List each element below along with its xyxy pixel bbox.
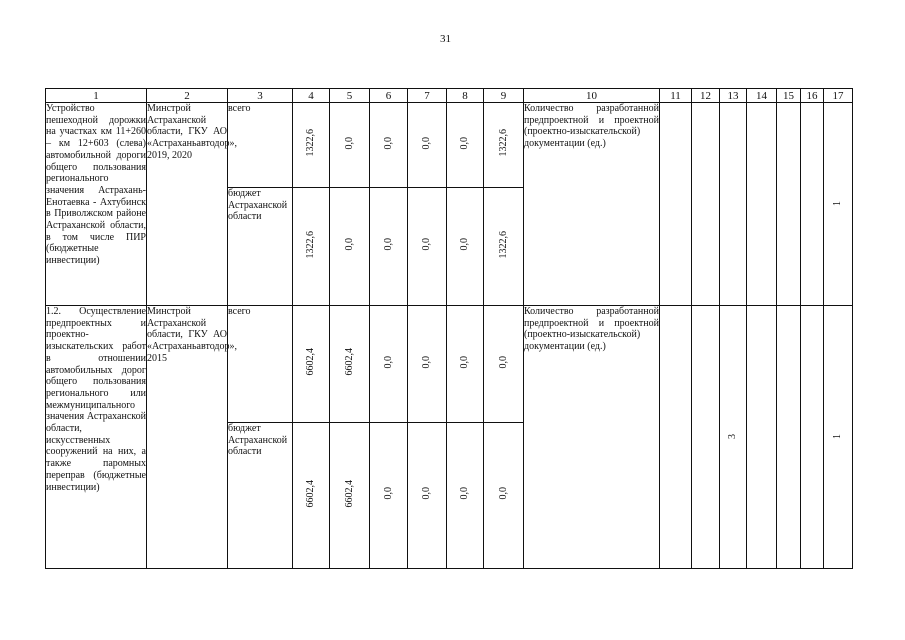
value-cell: 0,0 (370, 188, 408, 306)
value-cell: 0,0 (370, 423, 408, 569)
empty-cell (777, 306, 801, 569)
value-cell: 0,0 (447, 103, 484, 188)
value-cell: 0,0 (484, 306, 524, 423)
col-header: 16 (801, 89, 824, 103)
page-number: 31 (440, 33, 451, 45)
value-cell: 6602,4 (293, 306, 330, 423)
col-header: 7 (408, 89, 447, 103)
empty-cell (747, 306, 777, 569)
value-cell: 6602,4 (293, 423, 330, 569)
col-header: 5 (330, 89, 370, 103)
col-header: 13 (720, 89, 747, 103)
value-cell: 1322,6 (484, 188, 524, 306)
value-cell: 1322,6 (293, 103, 330, 188)
value-cell: 0,0 (408, 103, 447, 188)
col-header: 9 (484, 89, 524, 103)
funding-source: всего (228, 306, 293, 423)
col-header: 4 (293, 89, 330, 103)
value-cell: 1 (824, 306, 853, 569)
table-row (46, 306, 853, 423)
value-cell: 0,0 (408, 306, 447, 423)
indicator: Количество разработанной предпроектной и проектной (проектно-изыскательской) документации (ед.) (524, 306, 660, 569)
value-cell (720, 103, 747, 306)
funding-source: всего (228, 103, 293, 188)
indicator: Количество разработанной предпроектной и проектной (проектно-изыскательской) документации (ед.) (524, 103, 660, 306)
col-header: 17 (824, 89, 853, 103)
value-cell: 0,0 (370, 306, 408, 423)
col-header: 3 (228, 89, 293, 103)
value-cell: 0,0 (330, 188, 370, 306)
empty-cell (801, 306, 824, 569)
value-cell: 1322,6 (484, 103, 524, 188)
col-header: 6 (370, 89, 408, 103)
col-header: 15 (777, 89, 801, 103)
value-cell: 0,0 (447, 188, 484, 306)
budget-table (45, 88, 853, 569)
value-cell: 0,0 (330, 103, 370, 188)
value-cell: 0,0 (447, 423, 484, 569)
value-cell: 0,0 (408, 188, 447, 306)
col-header: 12 (692, 89, 720, 103)
value-cell: 1 (824, 103, 853, 306)
header-row (46, 89, 853, 103)
empty-cell (692, 103, 720, 306)
col-header: 2 (147, 89, 228, 103)
empty-cell (692, 306, 720, 569)
event-name: Устройство пешеходной дорожки на участках км 11+260 – км 12+603 (слева) автомобильной дороги общего пользования регионального значения Астрахань-Енотаевка - Ахтубинск в Приволжском районе Астраханской области, в том числе ПИР (бюджетные инвестиции) (46, 103, 147, 306)
value-cell: 0,0 (370, 103, 408, 188)
empty-cell (777, 103, 801, 306)
value-cell: 6602,4 (330, 423, 370, 569)
value-cell: 0,0 (447, 306, 484, 423)
empty-cell (660, 306, 692, 569)
col-header: 1 (46, 89, 147, 103)
col-header: 10 (524, 89, 660, 103)
col-header: 11 (660, 89, 692, 103)
empty-cell (747, 103, 777, 306)
event-name: 1.2. Осуществление предпроектных и проектно-изыскательских работ в отношении автомобильных дорог общего пользования регионального или межмуниципального значения Астраханской области, искусственных сооружений на них, а также паромных переправ (бюджетные инвестиции) (46, 306, 147, 569)
executor: Минстрой Астраханской области, ГКУ АО «Астраханьавтодор», 2015 (147, 306, 228, 569)
table-row (46, 103, 853, 188)
executor: Минстрой Астраханской области, ГКУ АО «Астраханьавтодор», 2019, 2020 (147, 103, 228, 306)
col-header: 14 (747, 89, 777, 103)
value-cell: 6602,4 (330, 306, 370, 423)
value-cell: 3 (720, 306, 747, 569)
value-cell: 0,0 (484, 423, 524, 569)
empty-cell (801, 103, 824, 306)
funding-source: бюджет Астраханской области (228, 188, 293, 306)
col-header: 8 (447, 89, 484, 103)
funding-source: бюджет Астраханской области (228, 423, 293, 569)
value-cell: 1322,6 (293, 188, 330, 306)
value-cell: 0,0 (408, 423, 447, 569)
empty-cell (660, 103, 692, 306)
